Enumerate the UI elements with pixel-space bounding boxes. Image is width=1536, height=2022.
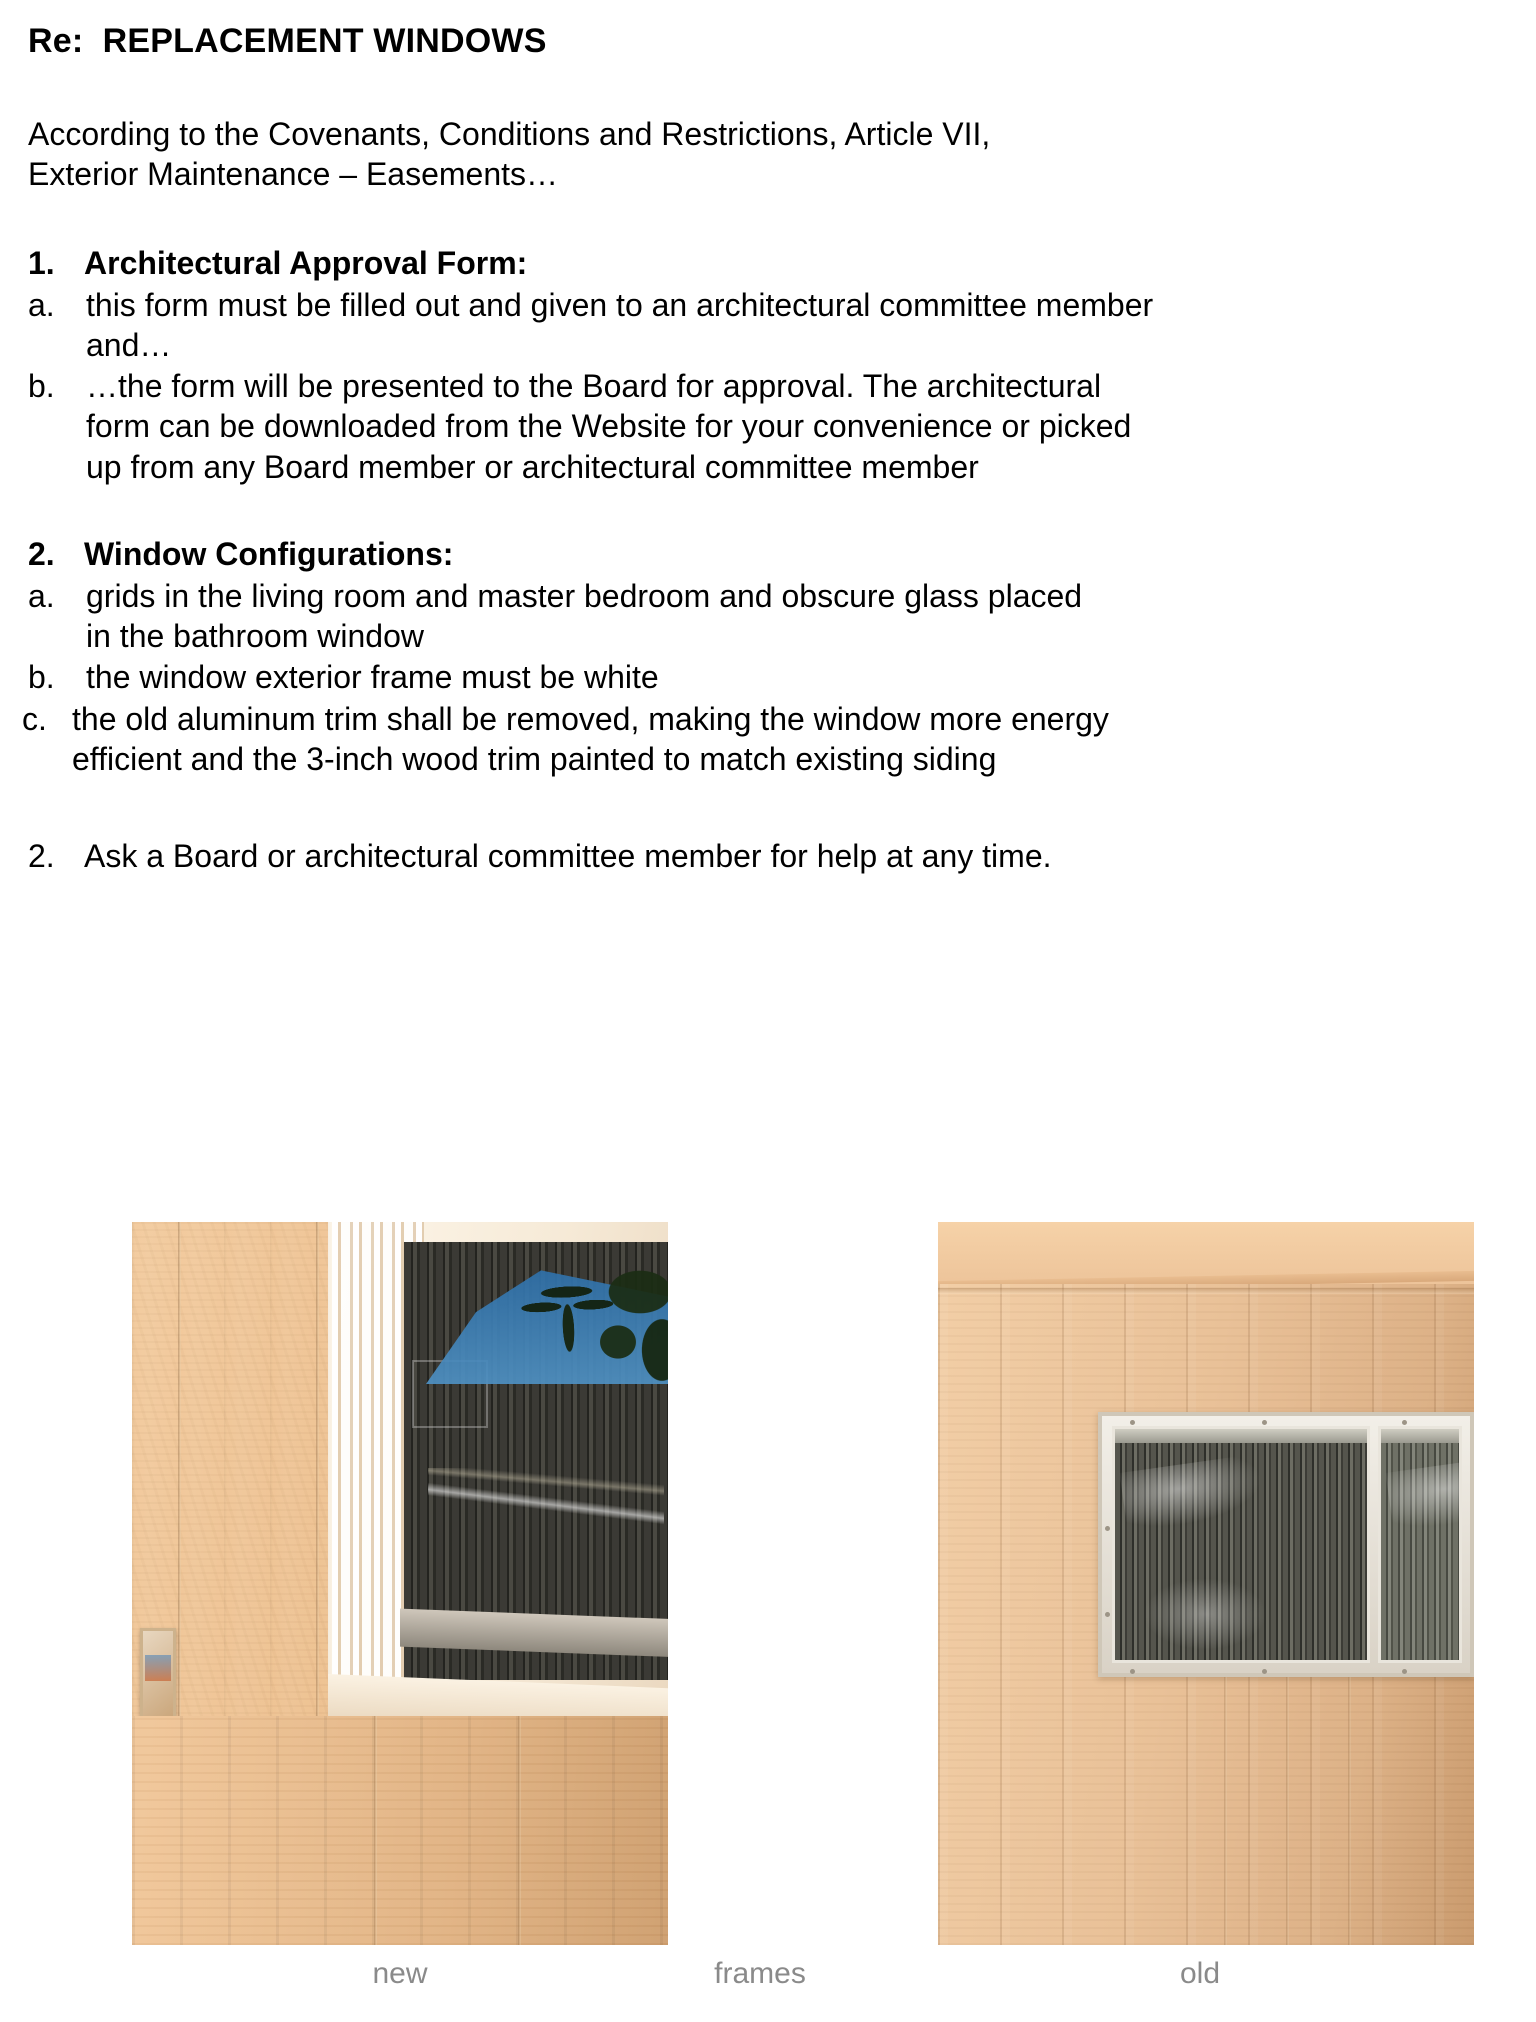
lower-stucco-wall [132, 1716, 668, 1945]
list-marker: 1. [28, 244, 55, 281]
caption-new: new [372, 1957, 428, 1990]
glass-glare [1145, 1579, 1265, 1649]
list-item [28, 576, 1496, 656]
page-title: Re: REPLACEMENT WINDOWS [28, 22, 547, 60]
photo-new-window [132, 1222, 668, 1945]
list-item-text: the old aluminum trim shall be removed, making the window more energy efficient and the 3-inch wood trim painted to match existing siding [72, 700, 1109, 777]
photo-strip [0, 1222, 1536, 2022]
siding-seam [518, 1716, 521, 1945]
siding-seam [1224, 1677, 1227, 1945]
list-item-final [28, 836, 1496, 876]
list-marker: c. [22, 700, 47, 737]
list-item-text: the window exterior frame must be white [86, 659, 659, 696]
frame-screw [1402, 1420, 1407, 1425]
caption-frames: frames [714, 1957, 806, 1990]
photo-old-window [938, 1222, 1474, 1945]
list-marker: b. [28, 368, 55, 405]
frame-screw [1130, 1669, 1135, 1674]
list-marker: a. [28, 287, 55, 324]
sub-list-section-2 [22, 576, 1496, 779]
wall-plate [140, 1628, 176, 1726]
list-item [22, 699, 1496, 779]
section-heading-colon: : [442, 535, 454, 572]
frame-screw [1262, 1669, 1267, 1674]
list-item-text: grids in the living room and master bedroom and obscure glass placed in the bathroom window [86, 578, 1083, 655]
glass-reflection-streak [428, 1468, 664, 1540]
siding-seam [1348, 1677, 1351, 1945]
list-marker: 2. [28, 837, 55, 874]
list-item-section-1 [28, 243, 1496, 283]
intro-paragraph: According to the Covenants, Conditions and Restrictions, Article VII, Exterior Maintenance – Easements… [28, 116, 991, 193]
siding-horizontal-band [938, 1288, 1474, 1294]
frame-screw [1262, 1420, 1267, 1425]
list-marker: b. [28, 659, 55, 696]
list-item [28, 657, 1496, 697]
blind-valance [1381, 1429, 1459, 1443]
aluminum-window-frame [1098, 1412, 1474, 1677]
caption-old: old [1179, 1957, 1221, 1990]
frame-screw [1402, 1669, 1407, 1674]
list-item-text: this form must be filled out and given to an architectural committee member and… [86, 287, 1154, 364]
numbered-list [22, 243, 1496, 877]
list-item-section-2 [28, 534, 1496, 574]
frame-screw [1105, 1612, 1110, 1617]
sub-list-section-1 [28, 285, 1496, 487]
blind-valance [1115, 1429, 1367, 1443]
frame-screw [1105, 1526, 1110, 1531]
section-heading: Window Configurations [84, 535, 443, 572]
list-marker: a. [28, 578, 55, 615]
window-sash-left [1112, 1426, 1370, 1663]
list-item-text: Ask a Board or architectural committee member for help at any time. [84, 837, 1052, 874]
section-heading-colon: : [516, 244, 528, 281]
list-item-text: …the form will be presented to the Board for approval. The architectural form can be downloaded from the Website for your convenience or picked up from any Board member or architectural committee member [86, 368, 1132, 485]
list-item [28, 366, 1496, 486]
section-heading: Architectural Approval Form [84, 244, 517, 281]
siding-seam [1286, 1677, 1289, 1945]
window-sash-right [1378, 1426, 1462, 1663]
siding-seam [374, 1716, 377, 1945]
reflected-tree [600, 1264, 668, 1454]
list-marker: 2. [28, 535, 55, 572]
list-item [28, 285, 1496, 365]
frame-screw [1130, 1420, 1135, 1425]
